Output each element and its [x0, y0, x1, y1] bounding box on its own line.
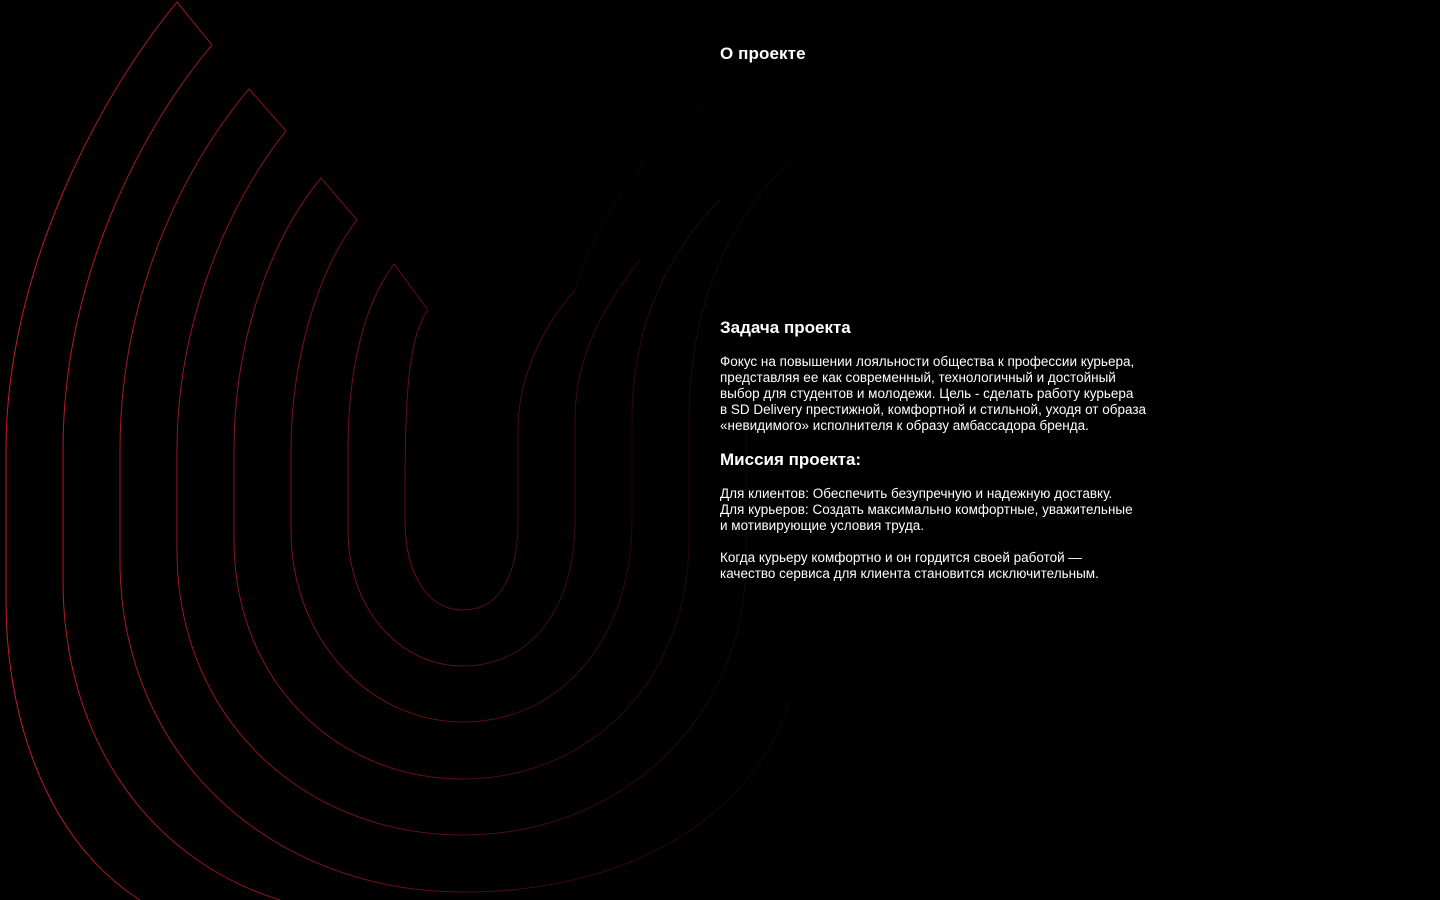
arc-faint-1 — [575, 70, 760, 290]
arc-band-4-outer — [6, 2, 177, 900]
arc-band-2-outer — [234, 160, 790, 779]
arc-band-1 — [394, 264, 575, 610]
mission-heading: Миссия проекта: — [720, 450, 862, 469]
arc-band-2 — [291, 178, 720, 722]
arc-band-4 — [63, 2, 280, 900]
mission-text: Для клиентов: Обеспечить безупречную и надежную доставку. Для курьеров: Создать максимально комфортные, уважительные и мотивирующие условия труда. — [720, 486, 1133, 533]
arc-faint-2 — [640, 110, 730, 260]
arc-band-3-outer — [120, 89, 790, 892]
project-description — [720, 318, 1180, 582]
task-heading: Задача проекта — [720, 318, 851, 337]
arc-band-1-outer — [348, 260, 640, 666]
arc-band-3 — [177, 89, 746, 835]
task-text: Фокус на повышении лояльности общества к профессии курьера, представляя ее как современный, технологичный и достойный выбор для студентов и молодежи. Цель - сделать работу курьера в SD Delivery престижной, комфортной и стильной, уходя от образа «невидимого» исполнителя к образу амбассадора бренда. — [720, 354, 1147, 433]
section-title: О проекте — [720, 44, 806, 63]
mission-conclusion: Когда курьеру комфортно и он гордится своей работой — качество сервиса для клиента становится исключительным. — [720, 550, 1099, 581]
